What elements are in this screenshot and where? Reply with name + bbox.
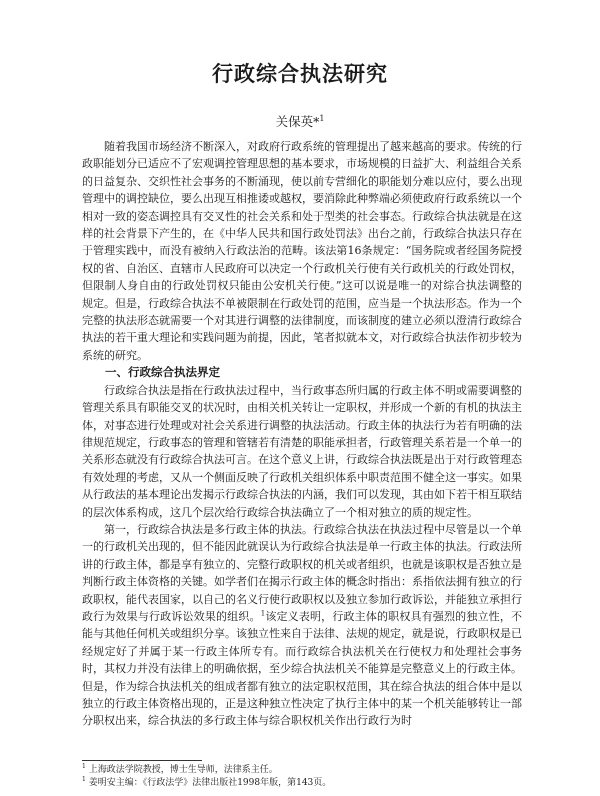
article-body [82, 138, 522, 730]
author-name: 关保英 [275, 114, 314, 129]
author-mark: * [313, 114, 320, 129]
first-point-paragraph [82, 521, 522, 730]
footnote-2-number: 1 [82, 776, 86, 783]
footnote-1 [82, 764, 522, 777]
first-point-text-b: 该定义表明，行政主体的职权具有强烈的独立性，不能与其他任何机关或组织分享。该独立性来自于法律、法规的规定，就是说，行政职权是已经规定好了并属于某一行政主体所专有。而行政综合执法机关在行使权力和处理社会事务时，其权力并没有法律上的明确依据，至少综合执法机关不能算是完整意义上的行政主体。但是，作为综合执法机关的组成者都有独立的法定职权范围，其在综合执法的组合体中是以独立的行政主体资格出现的，正是这种独立性决定了执行主体中的某一个机关能够转让一部分职权出来，综合执法的多行政主体与综合职权机关作出行政行为时 [82, 609, 523, 728]
author-line [0, 112, 600, 130]
footnote-divider [82, 760, 202, 761]
footnote-1-text: 上海政法学院教授，博士生导师，法律系主任。 [88, 765, 278, 775]
definition-paragraph: 行政综合执法是指在行政执法过程中，当行政事态所归属的行政主体不明或需要调整的管理关系具有职能交叉的状况时，由相关机关转让一定职权，并形成一个新的有机的执法主体，对事态进行处理或对社会关系进行调整的执法活动。行政主体的执法行为若有明确的法律规范规定，行政事态的管理和管辖若有清楚的职能承担者，行政管理关系若是一个单一的关系形态就没有行政综合执法可言。在这个意义上讲，行政综合执法既是出于对行政管理态有效处理的考虑，又从一个侧面反映了行政机关组织体系中职责范围不健全这一事实。如果从行政法的基本理论出发揭示行政综合执法的内涵，我们可以发现，其由如下若干相互联结的层次体系构成，这几个层次给行政综合执法确立了一个相对独立的质的规定性。 [82, 383, 522, 519]
footnote-2 [82, 777, 522, 790]
citation-ref: 1 [260, 609, 266, 618]
paper-title: 行政综合执法研究 [212, 62, 388, 86]
footnote-2-text: 姜明安主编：《行政法学》法律出版社1998年版，第143页。 [88, 778, 332, 788]
footnotes [82, 764, 522, 790]
first-point-text-a: 第一，行政综合执法是多行政主体的执法。行政综合执法在执法过程中尽管是以一个单一的行政机关出现的，但不能因此就误认为行政综合执法是单一行政主体的执法。行政法所讲的行政主体，都是享有独立的、完整行政职权的机关或者组织，也就是该职权是否独立是判断行政主体资格的关键。如学者们在揭示行政主体的概念时指出：系指依法拥有独立的行政职权，能代表国家，以自己的名义行使行政职权以及独立参加行政诉讼，并能独立承担行政行为效果与行政诉讼效果的组织。 [82, 522, 522, 623]
footnote-1-number: 1 [82, 763, 86, 770]
section-heading: 一、行政综合执法界定 [105, 365, 220, 380]
author-footnote-ref: 1 [319, 113, 325, 123]
intro-paragraph: 随着我国市场经济不断深入，对政府行政系统的管理提出了越来越高的要求。传统的行政职能划分已适应不了宏观调控管理思想的基本要求，市场规模的日益扩大、利益组合关系的日益复杂、交织性社会事务的不断涌现，使以前专营细化的职能划分难以应付，要么出现管理中的调控缺位，要么出现互相推诿或越权，要消除此种弊端必须使政府行政系统以一个相对一致的姿态调控具有交叉性的社会关系和处于型类的社会事态。行政综合执法就是在这样的社会背景下产生的，在《中华人民共和国行政处罚法》出台之前，行政综合执法只存在于管理实践中，而没有被纳入行政法治的范畴。该法第16条规定：“国务院或者经国务院授权的省、自治区、直辖市人民政府可以决定一个行政机关行使有关行政机关的行政处罚权，但限制人身自由的行政处罚权只能由公安机关行使。”这可以说是唯一的对综合执法调整的规定。但是，行政综合执法不单被限制在行政处罚的范围，应当是一个执法形态。作为一个完整的执法形态就需要一个对其进行调整的法律制度，而该制度的建立必须以澄清行政综合执法的若干重大理论和实践问题为前提，因此，笔者拟就本文，对行政综合执法作初步较为系统的研究。 [82, 140, 522, 362]
